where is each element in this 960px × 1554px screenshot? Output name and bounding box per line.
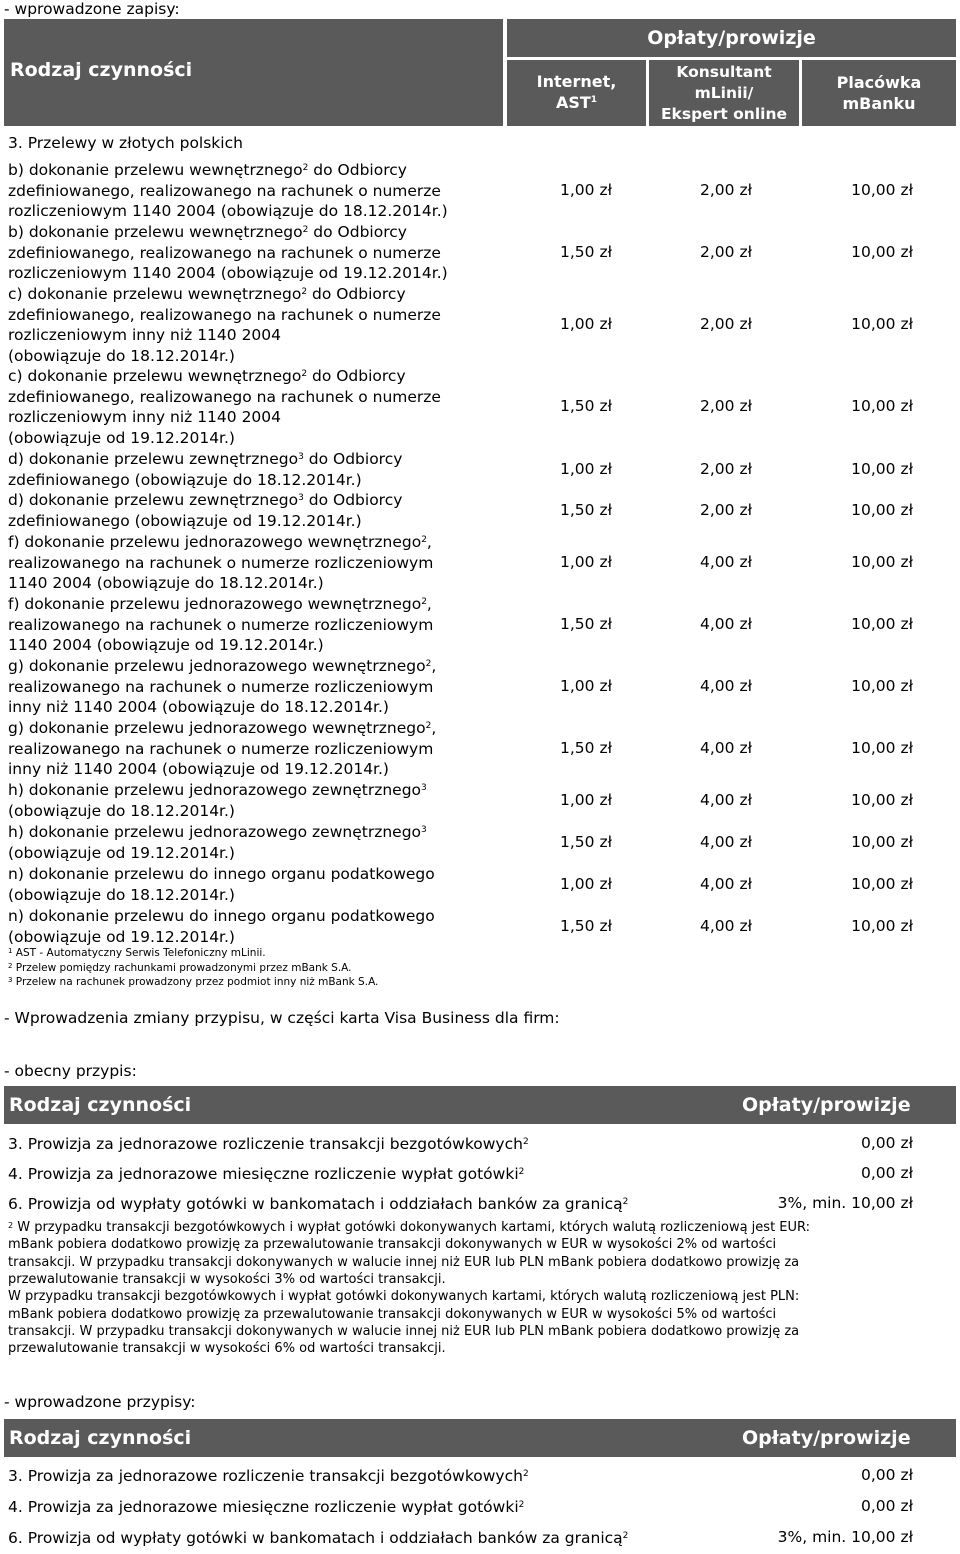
fee-item-value: 3%, min. 10,00 zł [777, 1528, 913, 1546]
fee-item-text: 4. Prowizja za jednorazowe miesięczne rozliczenie wypłat gotówki [8, 1165, 519, 1183]
footnote-ref: 3 [298, 452, 304, 462]
fee-row [8, 366, 441, 448]
fee-row-line [8, 801, 427, 822]
fee-internet-value: 1,00 zł [560, 552, 612, 571]
fee-row [8, 718, 436, 780]
visa-change-intro: - Wprowadzenia zmiany przypisu, w części karta Visa Business dla firm: [4, 1009, 560, 1027]
fee-item-value: 0,00 zł [861, 1134, 913, 1152]
footnote-ref: 2 [301, 287, 308, 297]
fee-row-text: (obowiązuje do 18.12.2014r.) [8, 346, 235, 365]
fee-placowka-value: 10,00 zł [851, 738, 913, 757]
footnote-item [8, 975, 378, 989]
footnote-ref: 2 [518, 1500, 525, 1510]
note-line [8, 1271, 446, 1289]
fee-row-line [8, 885, 435, 906]
fee-konsultant-value: 4,00 zł [700, 552, 752, 571]
note-text: transakcji. W przypadku transakcji dokonywanych w walucie innej niż EUR lub PLN mBank pobiera dodatkowo prowizję za [8, 1254, 800, 1270]
fee-row-text: (obowiązuje do 18.12.2014r.) [8, 885, 235, 904]
note-text: przewalutowanie transakcji w wysokości 6% od wartości transakcji. [8, 1341, 446, 1357]
fee-row-text: zdefiniowanego (obowiązuje od 19.12.2014r.) [8, 511, 362, 530]
fee-konsultant-value: 4,00 zł [700, 916, 752, 935]
footnote-ref: 2 [522, 1469, 529, 1479]
fee-internet-value: 1,00 zł [560, 180, 612, 199]
fee-row-text: do Odbiorcy [308, 161, 407, 179]
note-line [8, 1219, 810, 1237]
fee-row-line [8, 780, 427, 801]
fee-placowka-value: 10,00 zł [851, 315, 913, 334]
fee-row [8, 864, 435, 905]
fee-placowka-value: 10,00 zł [851, 397, 913, 416]
footnote-ref: 2 [301, 369, 308, 379]
footnote-ref: 2 [302, 225, 309, 235]
fee-row-line [8, 160, 448, 181]
footnote-ref: 2 [421, 535, 427, 545]
fee-row-line [8, 407, 441, 428]
fee-row-line [8, 243, 448, 264]
fee-item-text: 6. Prowizja od wypłaty gotówki w bankomatach i oddziałach banków za granicą [8, 1529, 623, 1547]
fee-row-line [8, 615, 433, 636]
fee-item-value: 0,00 zł [861, 1497, 913, 1515]
fee-row-text: f) dokonanie przelewu jednorazowego wewnętrznego [8, 533, 422, 551]
fee-internet-value: 1,50 zł [560, 832, 612, 851]
note-line [8, 1306, 776, 1324]
fee-placowka-value: 10,00 zł [851, 614, 913, 633]
fee-row-text: inny niż 1140 2004 (obowiązuje do 18.12.2014r.) [8, 698, 389, 717]
footnote-ref: 2 [522, 1137, 529, 1147]
note-text: W przypadku transakcji bezgotówkowych i wypłat gotówki dokonywanych kartami, których walutą rozliczeniową jest EUR: [13, 1220, 811, 1235]
fee-row-text: h) dokonanie przelewu jednorazowego zewnętrznego [8, 781, 422, 799]
fee-row-line [8, 222, 448, 243]
fee-konsultant-value: 4,00 zł [700, 790, 752, 809]
header-rodzaj-cell [4, 19, 503, 126]
fee-row-text: 1140 2004 (obowiązuje od 19.12.2014r.) [8, 636, 324, 655]
fee-row-line [8, 366, 441, 387]
note-line [8, 1288, 799, 1306]
header-ast-sup: 1 [590, 95, 598, 105]
fee-konsultant-value: 2,00 zł [700, 500, 752, 519]
fee-konsultant-value: 2,00 zł [700, 180, 752, 199]
fee-row-text: zdefiniowanego, realizowanego na rachunek o numerze [8, 181, 441, 200]
header-ast-label: AST [555, 93, 591, 112]
note-line [8, 1323, 799, 1341]
fee-item-label [8, 1194, 628, 1215]
fee-placowka-value: 10,00 zł [851, 676, 913, 695]
fee-konsultant-value: 4,00 zł [700, 874, 752, 893]
fee-row-text: (obowiązuje do 18.12.2014r.) [8, 801, 235, 820]
fee-row-line [8, 263, 448, 284]
header-konsultant-line2: mLinii/ [694, 84, 754, 102]
fee-row-line [8, 718, 436, 739]
note-line [8, 1254, 799, 1272]
fee-row-text: c) dokonanie przelewu wewnętrznego [8, 367, 302, 385]
section-title-przelewy: 3. Przelewy w złotych polskich [8, 134, 243, 152]
fee-internet-value: 1,00 zł [560, 874, 612, 893]
fee-row-text: realizowanego na rachunek o numerze rozliczeniowym [8, 553, 434, 572]
fee-row-text: 1140 2004 (obowiązuje do 18.12.2014r.) [8, 574, 324, 593]
note-text: W przypadku transakcji bezgotówkowych i wypłat gotówki dokonywanych kartami, których walutą rozliczeniową jest PLN: [8, 1289, 800, 1305]
header-rodzaj-label: Rodzaj czynności [10, 59, 193, 81]
footnote-text: AST - Automatyczny Serwis Telefoniczny mLinii. [12, 947, 266, 959]
footnote-ref: 2 [302, 163, 309, 173]
fee-row-text: c) dokonanie przelewu wewnętrznego [8, 285, 302, 303]
fee-internet-value: 1,50 zł [560, 738, 612, 757]
fee-row-line [8, 697, 436, 718]
fee-row-line [8, 906, 435, 927]
fee-row-text: realizowanego na rachunek o numerze rozliczeniowym [8, 739, 434, 758]
fee-row-line [8, 656, 436, 677]
fee-konsultant-value: 4,00 zł [700, 676, 752, 695]
fee-konsultant-value: 2,00 zł [700, 397, 752, 416]
fee-row-line [8, 553, 433, 574]
fee-row-line [8, 181, 448, 202]
fee-row-line [8, 532, 433, 553]
fee-konsultant-value: 2,00 zł [700, 242, 752, 261]
footnote-ref: 3 [421, 825, 427, 835]
fee-row-text: rozliczeniowym 1140 2004 (obowiązuje do 18.12.2014r.) [8, 202, 448, 221]
entered-header-oplaty: Opłaty/prowizje [742, 1427, 911, 1449]
fee-row-text: do Odbiorcy [308, 223, 407, 241]
current-header [4, 1086, 956, 1124]
fee-row [8, 222, 448, 284]
fee-row-text: (obowiązuje od 19.12.2014r.) [8, 428, 235, 447]
fee-row [8, 822, 427, 863]
fee-row [8, 594, 433, 656]
fee-row-text: realizowanego na rachunek o numerze rozliczeniowym [8, 615, 434, 634]
fee-row-text: zdefiniowanego, realizowanego na rachunek o numerze [8, 387, 441, 406]
note-text: mBank pobiera dodatkowo prowizję za przewalutowanie transakcji dokonywanych w EUR w wysokości 5% od wartości [8, 1306, 777, 1322]
fee-row-text: (obowiązuje od 19.12.2014r.) [8, 843, 235, 862]
fee-placowka-value: 10,00 zł [851, 180, 913, 199]
fee-placowka-value: 10,00 zł [851, 459, 913, 478]
footnote-text: Przelew na rachunek prowadzony przez podmiot inny niż mBank S.A. [12, 976, 379, 988]
fee-internet-value: 1,50 zł [560, 500, 612, 519]
footnote-number: 2 [8, 1221, 14, 1230]
fee-row-text: do Odbiorcy [303, 450, 403, 468]
fee-internet-value: 1,50 zł [560, 916, 612, 935]
fee-row-line [8, 490, 402, 511]
fee-row-text: rozliczeniowym inny niż 1140 2004 [8, 408, 282, 427]
fee-row-text: , [426, 533, 432, 551]
fee-row-line [8, 305, 441, 326]
fee-item-label [8, 1164, 524, 1185]
fee-internet-value: 1,50 zł [560, 242, 612, 261]
fee-row-text: g) dokonanie przelewu jednorazowego wewnętrznego [8, 719, 426, 737]
fee-row-text: inny niż 1140 2004 (obowiązuje od 19.12.2014r.) [8, 760, 389, 779]
fee-placowka-value: 10,00 zł [851, 790, 913, 809]
fee-row-text: , [426, 595, 432, 613]
footnote-ref: 2 [518, 1167, 525, 1177]
fee-row-text: (obowiązuje od 19.12.2014r.) [8, 927, 235, 946]
fee-konsultant-value: 4,00 zł [700, 614, 752, 633]
fee-item-label [8, 1497, 524, 1518]
fee-row-text: rozliczeniowym 1140 2004 (obowiązuje od 19.12.2014r.) [8, 264, 448, 283]
fee-placowka-value: 10,00 zł [851, 832, 913, 851]
header-konsultant-line3: Ekspert online [660, 105, 788, 123]
fee-row-line [8, 201, 448, 222]
fee-row-line [8, 594, 433, 615]
intro-current-footnote: - obecny przypis: [4, 1062, 137, 1080]
fee-row-line [8, 284, 441, 305]
fee-row-line [8, 759, 436, 780]
fee-item-text: 6. Prowizja od wypłaty gotówki w bankomatach i oddziałach banków za granicą [8, 1195, 623, 1213]
entered-header [4, 1419, 956, 1457]
fee-row-text: b) dokonanie przelewu wewnętrznego [8, 161, 303, 179]
header-internet-cell [507, 60, 646, 126]
fee-row-text: zdefiniowanego, realizowanego na rachunek o numerze [8, 243, 441, 262]
entered-header-rodzaj: Rodzaj czynności [9, 1427, 192, 1449]
current-header-oplaty: Opłaty/prowizje [742, 1094, 911, 1116]
fee-konsultant-value: 2,00 zł [700, 459, 752, 478]
fee-row-line [8, 449, 402, 470]
intro-entered-footnote: - wprowadzone przypisy: [4, 1393, 196, 1411]
fee-row-text: rozliczeniowym inny niż 1140 2004 [8, 326, 282, 345]
note-text: przewalutowanie transakcji w wysokości 3% od wartości transakcji. [8, 1271, 446, 1287]
footnote-ref: 2 [622, 1197, 629, 1207]
fee-row-text: zdefiniowanego (obowiązuje do 18.12.2014r.) [8, 470, 362, 489]
fee-row-line [8, 843, 427, 864]
fee-row [8, 160, 448, 222]
fee-item-value: 0,00 zł [861, 1466, 913, 1484]
fee-internet-value: 1,50 zł [560, 614, 612, 633]
fee-row-text: , [431, 719, 437, 737]
fee-row-text: f) dokonanie przelewu jednorazowego wewnętrznego [8, 595, 422, 613]
fee-row-line [8, 635, 433, 656]
fee-row-line [8, 387, 441, 408]
fee-row-text: n) dokonanie przelewu do innego organu podatkowego [8, 865, 435, 883]
footnote-text: Przelew pomiędzy rachunkami prowadzonymi przez mBank S.A. [12, 961, 352, 974]
fee-row-text: d) dokonanie przelewu zewnętrznego [8, 491, 299, 509]
fee-row-text: , [431, 657, 437, 675]
fee-placowka-value: 10,00 zł [851, 916, 913, 935]
fee-row-text: realizowanego na rachunek o numerze rozliczeniowym [8, 677, 434, 696]
fee-row-line [8, 325, 441, 346]
header-placowka-cell [802, 60, 956, 126]
fee-row-line [8, 739, 436, 760]
fee-konsultant-value: 4,00 zł [700, 832, 752, 851]
footnote-item [8, 946, 266, 960]
fee-row [8, 490, 402, 531]
header-placowka-line2: mBanku [842, 94, 916, 113]
fee-row-text: h) dokonanie przelewu jednorazowego zewnętrznego [8, 823, 422, 841]
fee-row-text: b) dokonanie przelewu wewnętrznego [8, 223, 303, 241]
footnote-ref: 2 [425, 659, 432, 669]
fee-internet-value: 1,00 zł [560, 315, 612, 334]
fee-placowka-value: 10,00 zł [851, 552, 913, 571]
fee-row-line [8, 864, 435, 885]
fee-row-line [8, 511, 402, 532]
fee-row [8, 780, 427, 821]
fee-item-label [8, 1528, 628, 1549]
fee-item-label [8, 1134, 529, 1155]
footnote-number: 3 [8, 976, 13, 984]
footnote-number: 2 [8, 961, 13, 970]
fee-row-text: d) dokonanie przelewu zewnętrznego [8, 450, 299, 468]
note-line [8, 1340, 446, 1358]
footnote-item [8, 961, 352, 975]
fee-row [8, 906, 435, 947]
fee-row-text: zdefiniowanego, realizowanego na rachunek o numerze [8, 305, 441, 324]
header-internet-label: Internet, [536, 72, 617, 91]
fee-row-text: g) dokonanie przelewu jednorazowego wewnętrznego [8, 657, 426, 675]
fee-internet-value: 1,00 zł [560, 459, 612, 478]
fee-row-text: do Odbiorcy [303, 491, 403, 509]
fee-row-line [8, 573, 433, 594]
note-line [8, 1236, 776, 1254]
note-text: transakcji. W przypadku transakcji dokonywanych w walucie innej niż EUR lub PLN mBank pobiera dodatkowo prowizję za [8, 1323, 800, 1339]
fee-item-value: 3%, min. 10,00 zł [777, 1194, 913, 1212]
fee-konsultant-value: 4,00 zł [700, 738, 752, 757]
header-oplaty-cell [507, 19, 956, 57]
fee-placowka-value: 10,00 zł [851, 874, 913, 893]
note-text: mBank pobiera dodatkowo prowizję za przewalutowanie transakcji dokonywanych w EUR w wysokości 2% od wartości [8, 1237, 777, 1253]
footnote-ref: 3 [421, 783, 427, 793]
fee-item-text: 3. Prowizja za jednorazowe rozliczenie transakcji bezgotówkowych [8, 1135, 523, 1153]
fee-row-text: n) dokonanie przelewu do innego organu podatkowego [8, 907, 435, 925]
fee-internet-value: 1,00 zł [560, 676, 612, 695]
fee-placowka-value: 10,00 zł [851, 242, 913, 261]
header-konsultant-cell [649, 60, 799, 126]
fee-row [8, 449, 402, 490]
fee-row-line [8, 677, 436, 698]
fee-row-text: do Odbiorcy [307, 367, 406, 385]
fee-item-text: 4. Prowizja za jednorazowe miesięczne rozliczenie wypłat gotówki [8, 1498, 519, 1516]
footnote-number: 1 [8, 947, 13, 955]
fee-row-line [8, 927, 435, 948]
header-oplaty-label: Opłaty/prowizje [647, 27, 816, 49]
fee-item-value: 0,00 zł [861, 1164, 913, 1182]
footnote-ref: 2 [425, 721, 432, 731]
fee-row-line [8, 428, 441, 449]
footnote-ref: 2 [622, 1531, 629, 1541]
intro-entered-records: - wprowadzone zapisy: [4, 0, 180, 18]
fee-row-line [8, 346, 441, 367]
footnote-ref: 2 [421, 597, 427, 607]
fee-row [8, 532, 433, 594]
fee-row-line [8, 822, 427, 843]
fee-internet-value: 1,50 zł [560, 397, 612, 416]
fee-row-text: do Odbiorcy [307, 285, 406, 303]
fee-internet-value: 1,00 zł [560, 790, 612, 809]
fee-row-line [8, 470, 402, 491]
fee-row [8, 656, 436, 718]
fee-konsultant-value: 2,00 zł [700, 315, 752, 334]
fee-item-text: 3. Prowizja za jednorazowe rozliczenie transakcji bezgotówkowych [8, 1467, 523, 1485]
fee-item-label [8, 1466, 529, 1487]
header-konsultant-line1: Konsultant [676, 63, 772, 81]
current-header-rodzaj: Rodzaj czynności [9, 1094, 192, 1116]
fee-placowka-value: 10,00 zł [851, 500, 913, 519]
header-placowka-line1: Placówka [836, 73, 922, 92]
footnote-ref: 3 [298, 493, 304, 503]
fee-row [8, 284, 441, 366]
